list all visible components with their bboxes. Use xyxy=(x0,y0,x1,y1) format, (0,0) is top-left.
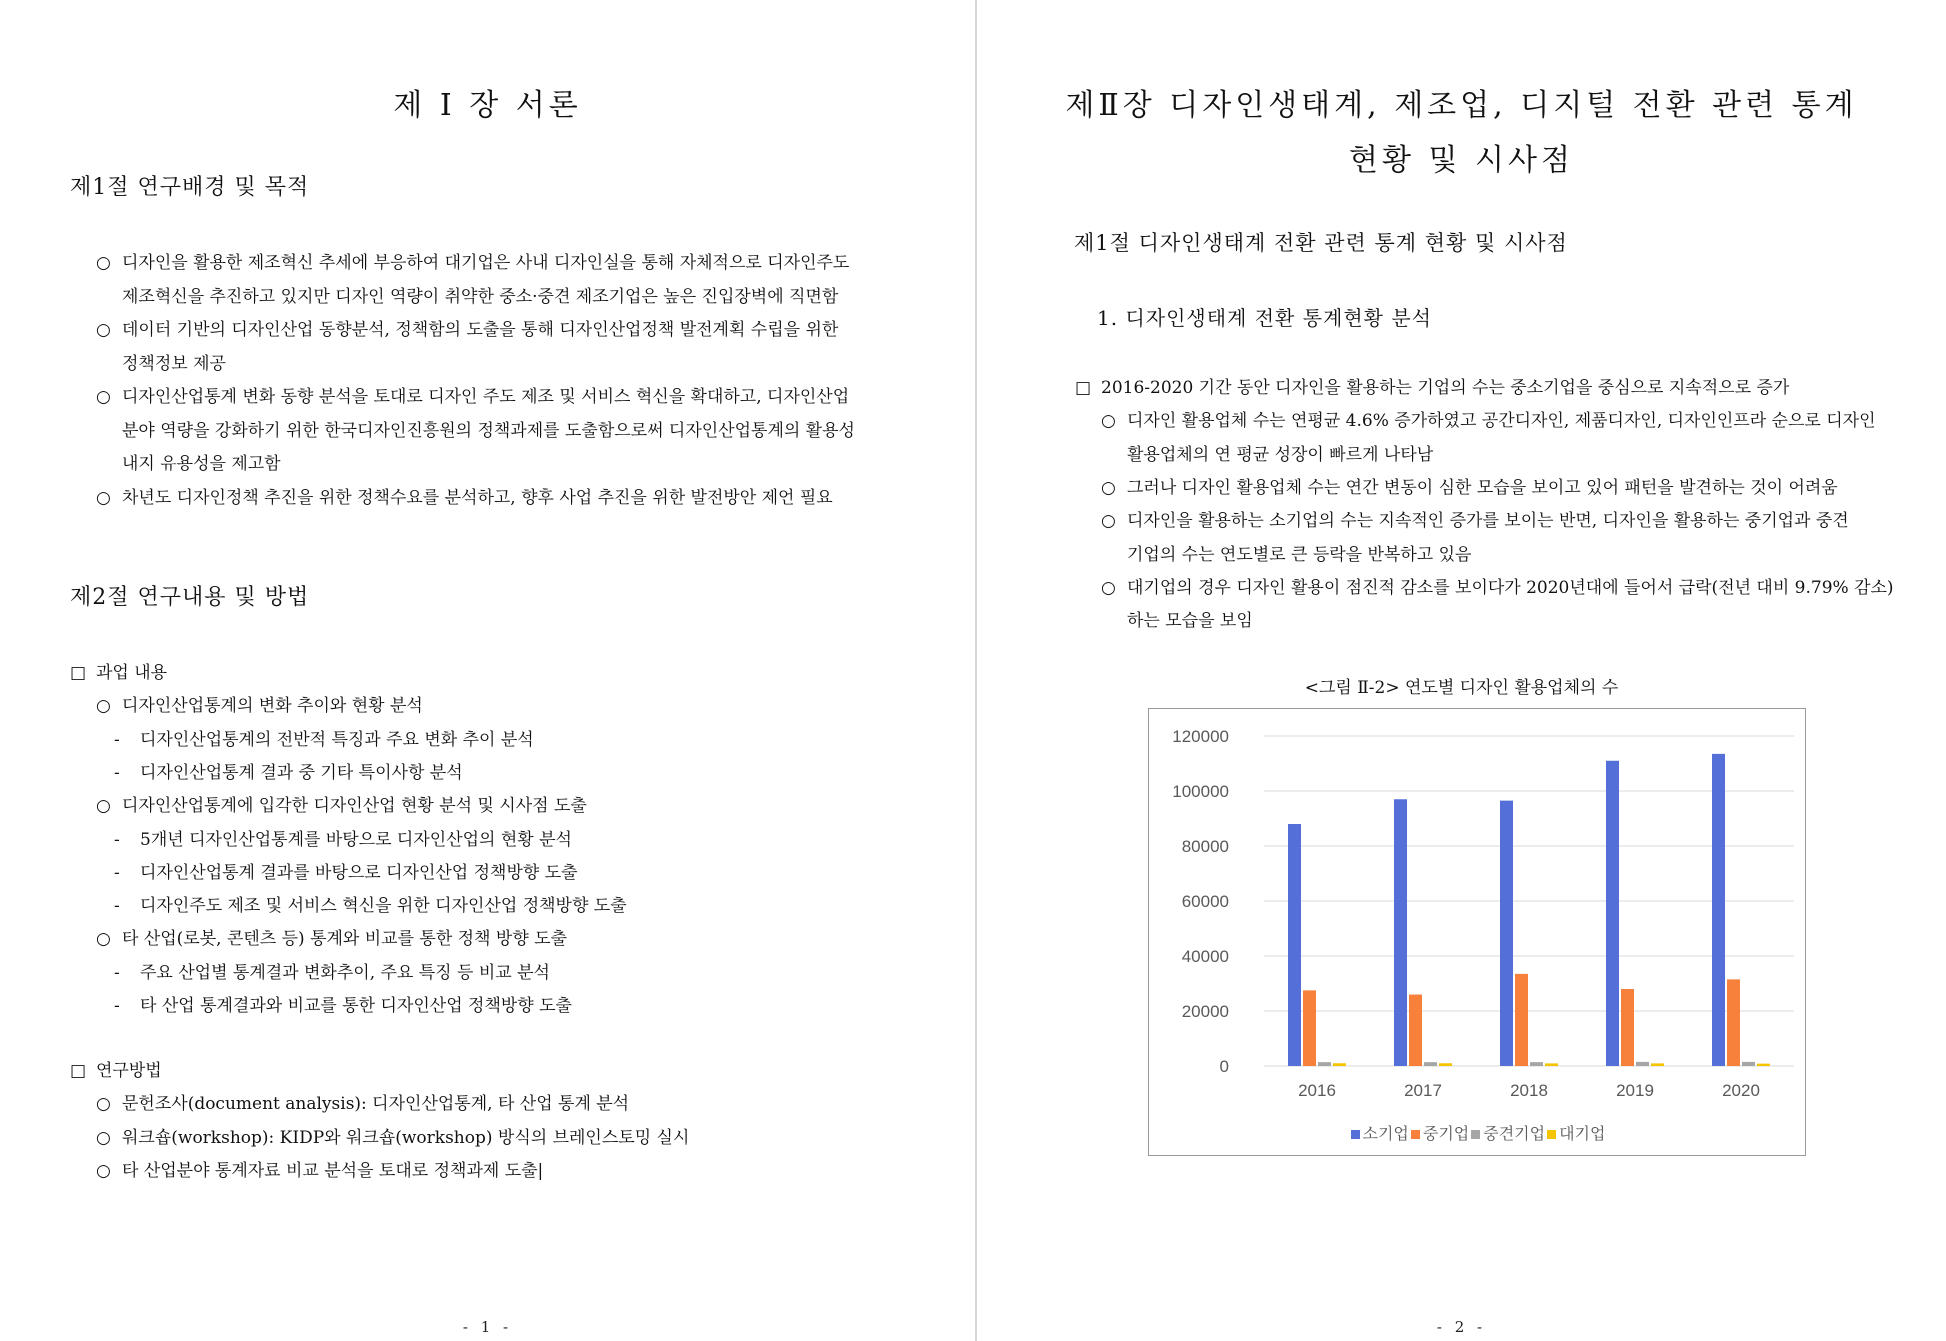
line-text: 디자인산업통계 결과를 바탕으로 디자인산업 정책방향 도출 xyxy=(140,862,578,883)
bar-large-business-2018 xyxy=(1545,1063,1558,1066)
text-line xyxy=(114,891,627,916)
bullet-symbol: ○ xyxy=(96,1094,111,1115)
bar-medium-business-2017 xyxy=(1409,995,1422,1067)
x-tick-label: 2020 xyxy=(1722,1081,1760,1100)
text-line xyxy=(1075,373,1789,398)
text-line xyxy=(70,1056,162,1081)
bar-midsize-business-2018 xyxy=(1530,1062,1543,1066)
text-line xyxy=(96,382,849,407)
y-tick-label: 100000 xyxy=(1172,782,1229,801)
bullet-symbol: ○ xyxy=(96,320,111,340)
chapter-title: 제 Ⅰ 장 서론 xyxy=(393,88,582,123)
bullet-symbol: ○ xyxy=(96,929,111,950)
line-text: 디자인을 활용하는 소기업의 수는 지속적인 증가를 보이는 반면, 디자인을 활용하는 중기업과 중견 xyxy=(1127,511,1849,532)
line-text: 디자인산업통계의 변화 추이와 현황 분석 xyxy=(122,696,423,717)
line-text: 워크숍(workshop): KIDP와 워크숍(workshop) 방식의 브레인스토밍 실시 xyxy=(122,1127,690,1148)
bar-large-business-2019 xyxy=(1651,1063,1664,1066)
text-line xyxy=(96,416,855,441)
line-text: 대기업의 경우 디자인 활용이 점진적 감소를 보이다가 2020년대에 들어서 급락(전년 대비 9.79% 감소) xyxy=(1127,577,1894,598)
x-tick-label: 2017 xyxy=(1404,1081,1442,1100)
line-text: 주요 산업별 통계결과 변화추이, 주요 특징 등 비교 분석 xyxy=(140,962,550,983)
bar-midsize-business-2017 xyxy=(1424,1062,1437,1066)
chart-plot xyxy=(1149,709,1805,1155)
text-line xyxy=(1101,506,1849,531)
figure-caption: <그림 Ⅱ-2> 연도별 디자인 활용업체의 수 xyxy=(1304,678,1619,698)
line-text: 타 산업(로봇, 콘텐츠 등) 통계와 비교를 통한 정책 방향 도출 xyxy=(122,929,568,950)
legend-item-small-business xyxy=(1351,1121,1409,1144)
text-line xyxy=(96,791,587,816)
text-line xyxy=(114,958,550,983)
page-number: - 2 - xyxy=(1436,1318,1487,1336)
line-text: 활용업체의 연 평균 성장이 빠르게 나타남 xyxy=(1127,444,1434,465)
bullet-symbol: - xyxy=(114,762,120,783)
legend-label: 대기업 xyxy=(1559,1126,1606,1143)
text-line xyxy=(96,1089,629,1114)
bullet-symbol: ○ xyxy=(96,487,111,508)
line-text: 2016-2020 기간 동안 디자인을 활용하는 기업의 수는 중소기업을 중심으로 지속적으로 증가 xyxy=(1101,378,1790,398)
legend-swatch xyxy=(1411,1130,1420,1139)
line-text: 디자인산업통계의 전반적 특징과 주요 변화 추이 분석 xyxy=(140,729,534,750)
legend-swatch xyxy=(1471,1130,1480,1139)
legend-label: 중기업 xyxy=(1422,1126,1470,1143)
line-text: 문헌조사(document analysis): 디자인산업통계, 타 산업 통계 분석 xyxy=(122,1094,630,1115)
bullet-symbol: ○ xyxy=(1101,511,1116,532)
bullet-symbol: ○ xyxy=(96,387,111,407)
bullet-symbol: - xyxy=(114,729,120,750)
line-text: 디자인산업통계 결과 중 기타 특이사항 분석 xyxy=(140,762,463,783)
subsection-title: 1. 디자인생태계 전환 통계현황 분석 xyxy=(1097,306,1432,330)
y-tick-label: 20000 xyxy=(1181,1002,1229,1021)
text-line xyxy=(96,924,567,949)
bullet-symbol: ○ xyxy=(96,253,111,273)
line-text: 5개년 디자인산업통계를 바탕으로 디자인산업의 현황 분석 xyxy=(140,829,572,850)
section-1-title: 제1절 연구배경 및 목적 xyxy=(70,175,310,200)
line-text: 데이터 기반의 디자인산업 동향분석, 정책함의 도출을 통해 디자인산업정책 발전계획 수립을 위한 xyxy=(122,320,839,340)
bullet-symbol: ○ xyxy=(96,1127,111,1148)
bar-midsize-business-2016 xyxy=(1318,1062,1331,1066)
page-number: - 1 - xyxy=(462,1318,513,1336)
text-line xyxy=(114,825,572,850)
text-line xyxy=(96,483,833,508)
text-line xyxy=(96,315,838,340)
bullet-symbol: ○ xyxy=(1101,477,1116,498)
bar-medium-business-2019 xyxy=(1621,989,1634,1066)
bullet-symbol: - xyxy=(114,829,120,850)
bullet-symbol: ○ xyxy=(96,696,111,717)
x-tick-label: 2016 xyxy=(1298,1081,1336,1100)
bar-large-business-2020 xyxy=(1757,1064,1770,1066)
legend-label: 중견기업 xyxy=(1483,1126,1546,1143)
bullet-symbol: □ xyxy=(1075,378,1092,398)
text-line xyxy=(96,349,226,374)
line-text: 정책정보 제공 xyxy=(122,353,226,374)
text-line xyxy=(96,449,281,474)
text-line xyxy=(1101,540,1471,565)
line-text: 디자인을 활용한 제조혁신 추세에 부응하여 대기업은 사내 디자인실을 통해 자체적으로 디자인주도 xyxy=(122,253,850,273)
line-text: 제조혁신을 추진하고 있지만 디자인 역량이 취약한 중소·중견 제조기업은 높은 진입장벽에 직면함 xyxy=(122,286,839,307)
bar-large-business-2016 xyxy=(1333,1063,1346,1066)
y-tick-label: 40000 xyxy=(1181,947,1229,966)
text-line xyxy=(1101,406,1876,431)
legend-item-medium-business xyxy=(1411,1121,1469,1144)
legend-label: 소기업 xyxy=(1362,1126,1409,1143)
text-line xyxy=(96,282,838,307)
legend-swatch xyxy=(1351,1130,1360,1139)
bar-medium-business-2016 xyxy=(1303,990,1316,1066)
line-text: 하는 모습을 보임 xyxy=(1127,611,1253,632)
line-text: 타 산업 통계결과와 비교를 통한 디자인산업 정책방향 도출 xyxy=(140,996,572,1016)
line-text: 디자인 활용업체 수는 연평균 4.6% 증가하였고 공간디자인, 제품디자인, 디자인인프라 순으로 디자인 xyxy=(1127,411,1876,432)
text-line xyxy=(1101,573,1894,598)
line-text: 타 산업분야 통계자료 비교 분석을 토대로 정책과제 도출| xyxy=(122,1160,544,1181)
bullet-symbol: □ xyxy=(70,1061,87,1081)
line-text: 분야 역량을 강화하기 위한 한국디자인진흥원의 정책과제를 도출함으로써 디자인산업통계의 활용성 xyxy=(122,420,855,441)
text-line xyxy=(1101,473,1838,498)
y-tick-label: 0 xyxy=(1219,1057,1229,1076)
text-line xyxy=(114,758,463,783)
line-text: 기업의 수는 연도별로 큰 등락을 반복하고 있음 xyxy=(1127,544,1472,565)
chart-legend xyxy=(1149,1121,1807,1144)
bar-medium-business-2020 xyxy=(1727,979,1740,1066)
bullet-symbol: ○ xyxy=(1101,577,1116,598)
bar-large-business-2017 xyxy=(1439,1063,1452,1066)
text-line xyxy=(96,1123,689,1148)
y-tick-label: 80000 xyxy=(1181,837,1229,856)
line-text: 디자인산업통계에 입각한 디자인산업 현황 분석 및 시사점 도출 xyxy=(122,796,587,817)
line-text: 디자인주도 제조 및 서비스 혁신을 위한 디자인산업 정책방향 도출 xyxy=(140,896,627,917)
y-tick-label: 120000 xyxy=(1172,727,1229,746)
legend-item-midsize-business xyxy=(1471,1121,1545,1144)
x-tick-label: 2019 xyxy=(1616,1081,1654,1100)
line-text: 차년도 디자인정책 추진을 위한 정책수요를 분석하고, 향후 사업 추진을 위한 발전방안 제언 필요 xyxy=(122,487,833,508)
bullet-symbol: - xyxy=(114,996,120,1016)
bar-small-business-2016 xyxy=(1288,824,1301,1066)
legend-swatch xyxy=(1547,1130,1556,1139)
bullet-symbol: ○ xyxy=(1101,411,1116,432)
bullet-symbol: ○ xyxy=(96,1160,111,1181)
text-line xyxy=(1101,440,1433,465)
bar-chart xyxy=(1148,708,1806,1156)
line-text: 연구방법 xyxy=(96,1061,162,1081)
text-line xyxy=(96,1156,543,1181)
chapter-title-line1: 제Ⅱ장 디자인생태계, 제조업, 디지털 전환 관련 통계 xyxy=(1065,88,1858,123)
bullet-symbol: □ xyxy=(70,663,87,683)
bar-small-business-2019 xyxy=(1606,761,1619,1066)
text-line xyxy=(96,691,423,716)
chapter-title-line2: 현황 및 시사점 xyxy=(1349,143,1574,178)
text-line xyxy=(70,658,167,683)
bar-medium-business-2018 xyxy=(1515,974,1528,1066)
bullet-symbol: ○ xyxy=(96,796,111,817)
bullet-symbol: - xyxy=(114,862,120,883)
bullet-symbol: - xyxy=(114,896,120,917)
bar-small-business-2017 xyxy=(1394,799,1407,1066)
section-title: 제1절 디자인생태계 전환 관련 통계 현황 및 시사점 xyxy=(1074,231,1568,255)
bar-midsize-business-2019 xyxy=(1636,1062,1649,1066)
line-text: 과업 내용 xyxy=(96,663,168,683)
bar-midsize-business-2020 xyxy=(1742,1062,1755,1066)
line-text: 디자인산업통계 변화 동향 분석을 토대로 디자인 주도 제조 및 서비스 혁신을 확대하고, 디자인산업 xyxy=(122,387,850,407)
bar-small-business-2020 xyxy=(1712,754,1725,1066)
text-line xyxy=(1101,606,1253,631)
line-text: 그러나 디자인 활용업체 수는 연간 변동이 심한 모습을 보이고 있어 패턴을 발견하는 것이 어려움 xyxy=(1127,477,1838,498)
text-line xyxy=(114,991,572,1016)
bar-small-business-2018 xyxy=(1500,801,1513,1066)
y-tick-label: 60000 xyxy=(1181,892,1229,911)
text-line xyxy=(96,248,849,273)
text-line xyxy=(114,858,578,883)
text-line xyxy=(114,725,534,750)
section-2-title: 제2절 연구내용 및 방법 xyxy=(70,585,310,610)
bullet-symbol: - xyxy=(114,962,120,983)
x-tick-label: 2018 xyxy=(1510,1081,1548,1100)
line-text: 내지 유용성을 제고함 xyxy=(122,454,281,474)
legend-item-large-business xyxy=(1547,1121,1605,1144)
